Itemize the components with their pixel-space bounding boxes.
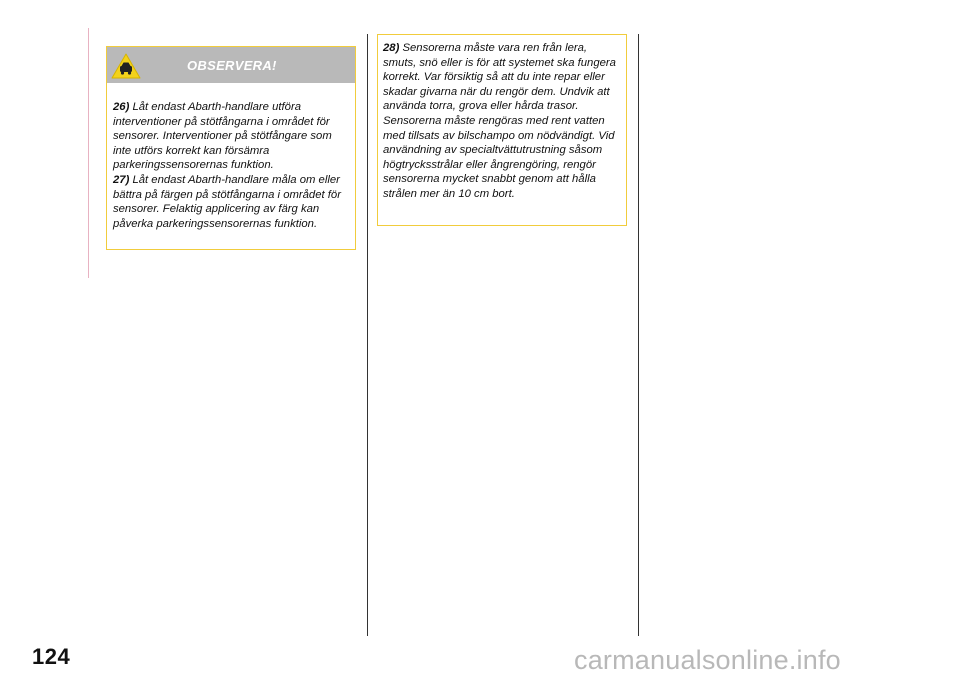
note-text: Sensorerna måste vara ren från lera, smuts, snö eller is för att systemet ska fungera korrekt. Var försiktig så att du inte repar eller skadar givarna när du rengör dem. Undvik att använda torra, grova eller hårda trasor. Sensorerna måste rengöras med rent vatten med tillsats av bilschampo om nödvändigt. Vid användning av specialtvättutrustning såsom högtrycksstrålar eller ångrengöring, rengör sensorerna mycket snabbt genom att hålla strålen mer än 10 cm bort. <box>383 42 616 200</box>
warning-header <box>107 47 355 83</box>
warning-item-27 <box>113 173 353 231</box>
warning-text: Låt endast Abarth-handlare utföra interventioner på stötfångarna i området för sensorer. Interventioner på stötfångare som inte utförs korrekt kan försämra parkeringssensorernas funktion. <box>113 101 332 172</box>
warning-text: Låt endast Abarth-handlare måla om eller bättra på färgen på stötfångarna i området för sensorer. Felaktig applicering av färg kan påverka parkeringssensorernas funktion. <box>113 173 341 230</box>
warning-item-26 <box>113 100 353 173</box>
note-body <box>383 41 623 202</box>
side-tab <box>48 28 89 278</box>
column-divider <box>367 34 368 636</box>
note-box <box>377 34 627 226</box>
warning-box <box>106 46 356 250</box>
page-number: 124 <box>32 644 71 669</box>
footnote-ref: 28) <box>383 42 400 54</box>
warning-title: OBSERVERA! <box>187 58 277 73</box>
warning-body <box>113 100 353 231</box>
footnote-ref: 26) <box>113 101 130 113</box>
watermark: carmanualsonline.info <box>574 645 841 675</box>
footnote-ref: 27) <box>113 173 130 186</box>
car-warning-icon <box>111 53 141 79</box>
column-divider <box>638 34 639 636</box>
